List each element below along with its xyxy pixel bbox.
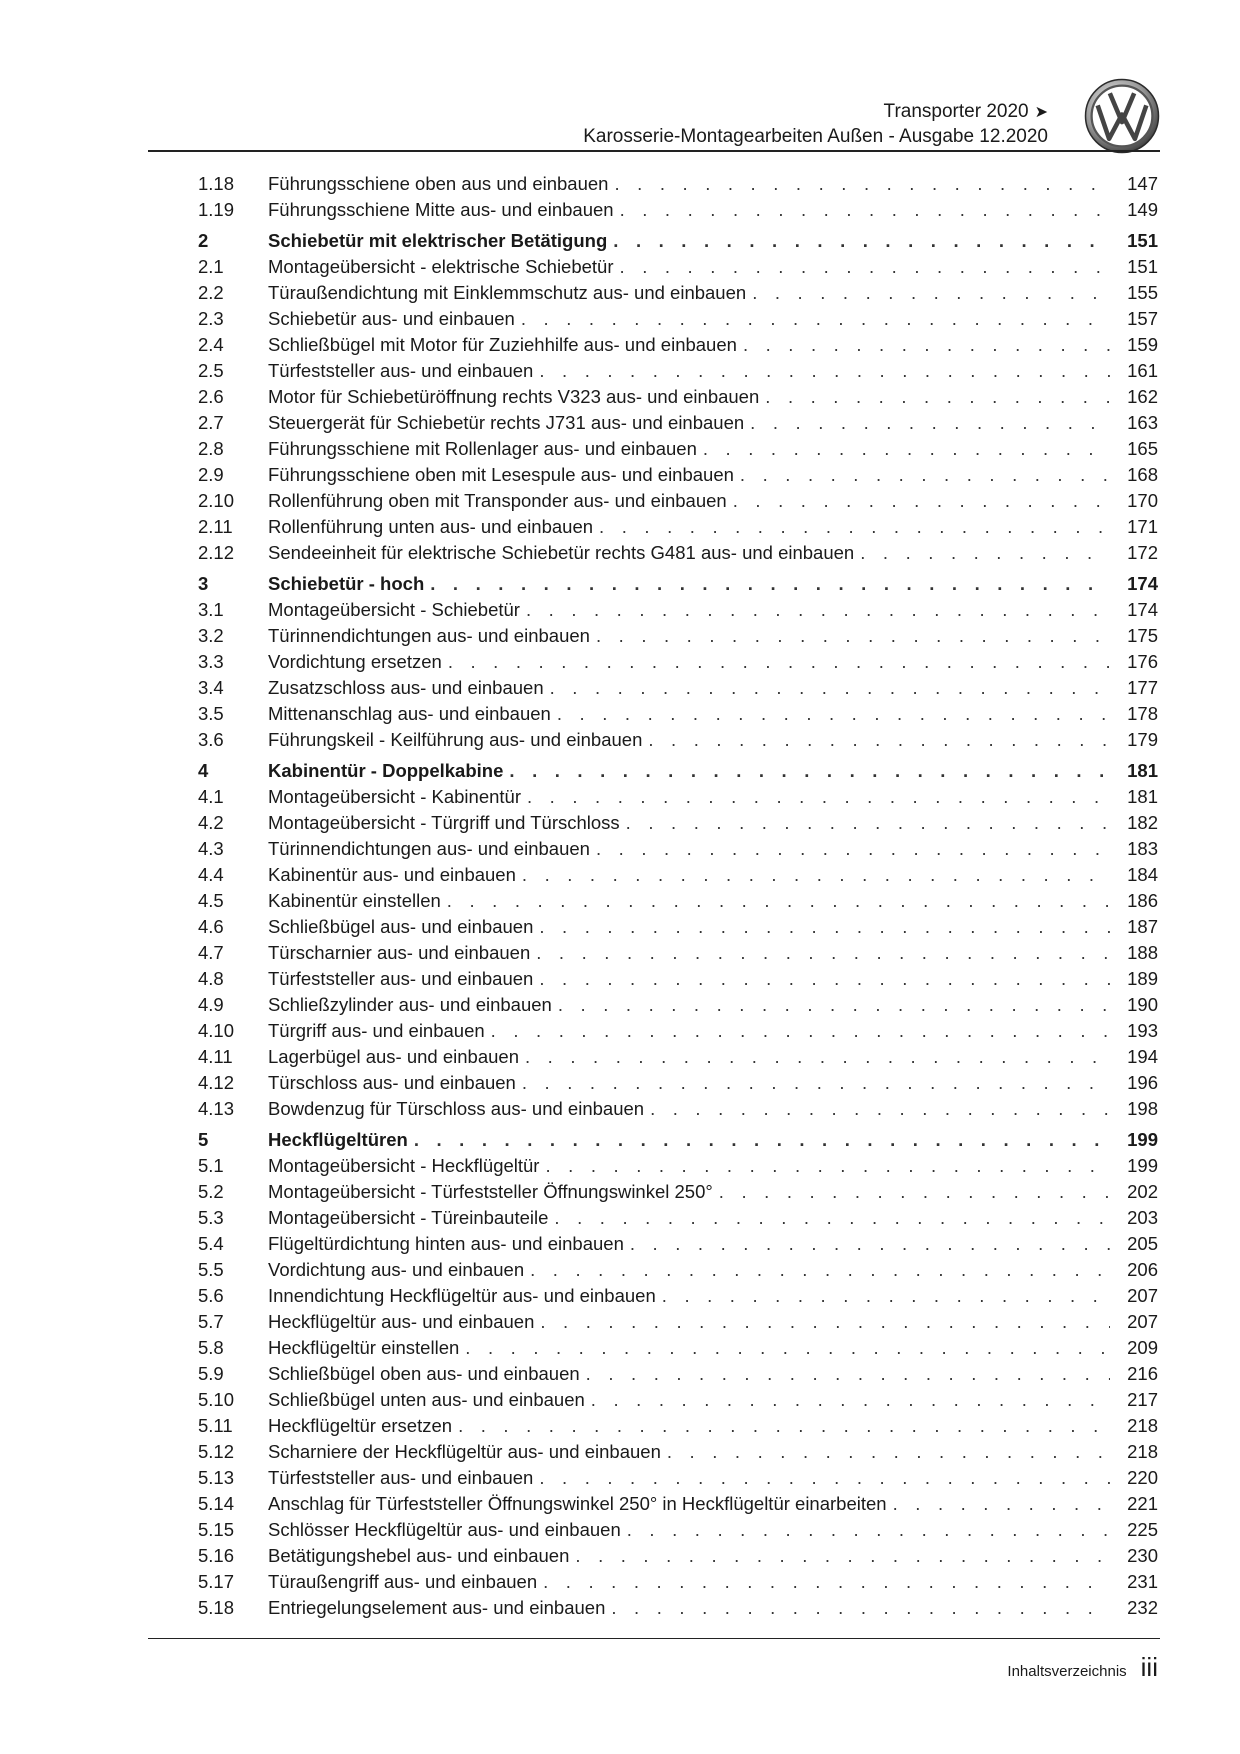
toc-entry-row[interactable] bbox=[198, 836, 1158, 862]
toc-entry-number: 2.9 bbox=[198, 464, 224, 485]
toc-entry-page: 218 bbox=[1127, 1415, 1158, 1436]
toc-entry-title: Schließbügel mit Motor für Zuziehhilfe aus- und einbauen bbox=[268, 334, 737, 355]
toc-entry-page: 194 bbox=[1127, 1046, 1158, 1067]
toc-dot-leader bbox=[620, 254, 1110, 280]
toc-dot-leader bbox=[650, 1096, 1110, 1122]
toc-entry-row[interactable] bbox=[198, 488, 1158, 514]
toc-entry-number: 1.19 bbox=[198, 199, 235, 220]
toc-entry-number: 5.8 bbox=[198, 1337, 224, 1358]
toc-entry-page: 198 bbox=[1127, 1098, 1158, 1119]
toc-entry-title: Montageübersicht - Türfeststeller Öffnungswinkel 250° bbox=[268, 1181, 713, 1202]
toc-entry-page: 174 bbox=[1127, 599, 1158, 620]
toc-entry-page: 209 bbox=[1127, 1337, 1158, 1358]
toc-entry-row[interactable] bbox=[198, 1205, 1158, 1231]
toc-entry-title: Rollenführung oben mit Transponder aus- und einbauen bbox=[268, 490, 727, 511]
vw-logo bbox=[1084, 78, 1160, 154]
toc-entry-title: Rollenführung unten aus- und einbauen bbox=[268, 516, 594, 537]
toc-dot-leader bbox=[611, 1595, 1110, 1621]
toc-entry-row[interactable] bbox=[198, 888, 1158, 914]
toc-dot-leader bbox=[543, 1569, 1110, 1595]
toc-entry-number: 3.1 bbox=[198, 599, 224, 620]
toc-entry-title: Kabinentür einstellen bbox=[268, 890, 441, 911]
toc-entry-page: 202 bbox=[1127, 1181, 1158, 1202]
table-of-contents bbox=[198, 171, 1158, 1621]
toc-entry-page: 171 bbox=[1127, 516, 1158, 537]
toc-entry-number: 3.3 bbox=[198, 651, 224, 672]
toc-entry-row[interactable] bbox=[198, 1231, 1158, 1257]
toc-entry-row[interactable] bbox=[198, 197, 1158, 223]
toc-entry-row[interactable] bbox=[198, 784, 1158, 810]
toc-entry-row[interactable] bbox=[198, 384, 1158, 410]
toc-entry-page: 199 bbox=[1127, 1155, 1158, 1176]
toc-entry-number: 2.1 bbox=[198, 256, 224, 277]
toc-dot-leader bbox=[743, 332, 1110, 358]
toc-entry-row[interactable] bbox=[198, 1517, 1158, 1543]
toc-dot-leader bbox=[596, 623, 1110, 649]
toc-entry-page: 178 bbox=[1127, 703, 1158, 724]
toc-entry-page: 196 bbox=[1127, 1072, 1158, 1093]
toc-entry-number: 5.11 bbox=[198, 1415, 233, 1436]
toc-entry-row[interactable] bbox=[198, 675, 1158, 701]
toc-entry-row[interactable] bbox=[198, 1413, 1158, 1439]
toc-entry-page: 162 bbox=[1127, 386, 1158, 407]
footer-divider bbox=[148, 1638, 1160, 1639]
toc-entry-title: Heckflügeltür aus- und einbauen bbox=[268, 1311, 535, 1332]
toc-entry-row[interactable] bbox=[198, 727, 1158, 753]
toc-dot-leader bbox=[893, 1491, 1110, 1517]
toc-entry-row[interactable] bbox=[198, 1491, 1158, 1517]
toc-entry-title: Anschlag für Türfeststeller Öffnungswinkel 250° in Heckflügeltür einarbeiten bbox=[268, 1493, 887, 1514]
toc-entry-title: Kabinentür - Doppelkabine bbox=[268, 760, 504, 781]
toc-entry-number: 5.1 bbox=[198, 1155, 224, 1176]
toc-entry-page: 149 bbox=[1127, 199, 1158, 220]
toc-entry-page: 179 bbox=[1127, 729, 1158, 750]
toc-entry-title: Schließzylinder aus- und einbauen bbox=[268, 994, 552, 1015]
toc-dot-leader bbox=[719, 1179, 1110, 1205]
toc-entry-page: 165 bbox=[1127, 438, 1158, 459]
toc-dot-leader bbox=[648, 727, 1110, 753]
toc-entry-title: Flügeltürdichtung hinten aus- und einbauen bbox=[268, 1233, 624, 1254]
toc-dot-leader bbox=[465, 1335, 1110, 1361]
toc-entry-row[interactable] bbox=[198, 1018, 1158, 1044]
toc-entry-number: 1.18 bbox=[198, 173, 235, 194]
toc-dot-leader bbox=[703, 436, 1110, 462]
toc-entry-number: 5.6 bbox=[198, 1285, 224, 1306]
toc-entry-title: Montageübersicht - elektrische Schiebetür bbox=[268, 256, 614, 277]
toc-entry-row[interactable] bbox=[198, 410, 1158, 436]
header-divider bbox=[148, 150, 1160, 152]
toc-entry-number: 2.7 bbox=[198, 412, 224, 433]
toc-entry-number: 5.18 bbox=[198, 1597, 235, 1618]
toc-entry-title: Schließbügel aus- und einbauen bbox=[268, 916, 534, 937]
toc-entry-number: 2.12 bbox=[198, 542, 235, 563]
footer-page-number: iii bbox=[1140, 1652, 1158, 1682]
toc-dot-leader bbox=[491, 1018, 1110, 1044]
toc-entry-page: 206 bbox=[1127, 1259, 1158, 1280]
toc-dot-leader bbox=[662, 1283, 1110, 1309]
toc-entry-page: 190 bbox=[1127, 994, 1158, 1015]
toc-entry-title: Türschloss aus- und einbauen bbox=[268, 1072, 516, 1093]
toc-entry-title: Bowdenzug für Türschloss aus- und einbauen bbox=[268, 1098, 645, 1119]
toc-chapter-row[interactable] bbox=[198, 571, 1158, 597]
toc-dot-leader bbox=[540, 1309, 1110, 1335]
toc-entry-page: 170 bbox=[1127, 490, 1158, 511]
toc-dot-leader bbox=[527, 784, 1110, 810]
toc-entry-row[interactable] bbox=[198, 1153, 1158, 1179]
toc-entry-row[interactable] bbox=[198, 171, 1158, 197]
toc-entry-title: Heckflügeltür einstellen bbox=[268, 1337, 460, 1358]
toc-entry-row[interactable] bbox=[198, 1283, 1158, 1309]
toc-dot-leader bbox=[530, 1257, 1110, 1283]
toc-entry-row[interactable] bbox=[198, 914, 1158, 940]
toc-entry-title: Vordichtung aus- und einbauen bbox=[268, 1259, 525, 1280]
toc-entry-row[interactable] bbox=[198, 1439, 1158, 1465]
toc-entry-row[interactable] bbox=[198, 623, 1158, 649]
footer-section-label: Inhaltsverzeichnis bbox=[1007, 1663, 1127, 1680]
toc-entry-title: Türinnendichtungen aus- und einbauen bbox=[268, 625, 590, 646]
toc-entry-title: Schließbügel unten aus- und einbauen bbox=[268, 1389, 585, 1410]
toc-entry-number: 3.5 bbox=[198, 703, 224, 724]
toc-entry-row[interactable] bbox=[198, 1569, 1158, 1595]
toc-dot-leader bbox=[522, 1070, 1110, 1096]
toc-entry-page: 151 bbox=[1127, 230, 1158, 251]
toc-entry-title: Türgriff aus- und einbauen bbox=[268, 1020, 485, 1041]
toc-dot-leader bbox=[414, 1127, 1110, 1153]
toc-entry-page: 207 bbox=[1127, 1311, 1158, 1332]
toc-entry-page: 220 bbox=[1127, 1467, 1158, 1488]
toc-entry-number: 4.3 bbox=[198, 838, 224, 859]
toc-dot-leader bbox=[860, 540, 1110, 566]
toc-entry-page: 177 bbox=[1127, 677, 1158, 698]
toc-dot-leader bbox=[596, 836, 1110, 862]
toc-entry-number: 2.5 bbox=[198, 360, 224, 381]
toc-entry-row[interactable] bbox=[198, 306, 1158, 332]
toc-entry-title: Türaußendichtung mit Einklemmschutz aus- und einbauen bbox=[268, 282, 747, 303]
toc-entry-title: Türfeststeller aus- und einbauen bbox=[268, 1467, 534, 1488]
toc-entry-row[interactable] bbox=[198, 862, 1158, 888]
toc-dot-leader bbox=[614, 171, 1110, 197]
toc-entry-page: 207 bbox=[1127, 1285, 1158, 1306]
toc-dot-leader bbox=[667, 1439, 1110, 1465]
header-title-line bbox=[583, 100, 1048, 125]
toc-entry-row[interactable] bbox=[198, 1465, 1158, 1491]
toc-dot-leader bbox=[525, 1044, 1110, 1070]
toc-entry-number: 5 bbox=[198, 1129, 209, 1150]
toc-entry-page: 147 bbox=[1127, 173, 1158, 194]
toc-entry-page: 199 bbox=[1127, 1129, 1158, 1150]
toc-entry-number: 5.17 bbox=[198, 1571, 235, 1592]
toc-entry-number: 5.14 bbox=[198, 1493, 235, 1514]
toc-entry-page: 183 bbox=[1127, 838, 1158, 859]
document-header bbox=[583, 100, 1048, 149]
toc-entry-number: 5.3 bbox=[198, 1207, 224, 1228]
toc-entry-title: Entriegelungselement aus- und einbauen bbox=[268, 1597, 606, 1618]
toc-dot-leader bbox=[620, 197, 1110, 223]
toc-entry-title: Montageübersicht - Türeinbauteile bbox=[268, 1207, 549, 1228]
toc-entry-title: Führungsschiene oben mit Lesespule aus- und einbauen bbox=[268, 464, 734, 485]
toc-entry-title: Scharniere der Heckflügeltür aus- und einbauen bbox=[268, 1441, 661, 1462]
toc-entry-row[interactable] bbox=[198, 649, 1158, 675]
toc-entry-title: Betätigungshebel aus- und einbauen bbox=[268, 1545, 570, 1566]
toc-entry-page: 176 bbox=[1127, 651, 1158, 672]
toc-entry-row[interactable] bbox=[198, 254, 1158, 280]
toc-entry-page: 161 bbox=[1127, 360, 1158, 381]
toc-entry-page: 231 bbox=[1127, 1571, 1158, 1592]
toc-entry-page: 193 bbox=[1127, 1020, 1158, 1041]
toc-entry-page: 157 bbox=[1127, 308, 1158, 329]
toc-dot-leader bbox=[627, 1517, 1110, 1543]
toc-entry-number: 2.6 bbox=[198, 386, 224, 407]
toc-entry-number: 5.13 bbox=[198, 1467, 235, 1488]
toc-entry-number: 4.10 bbox=[198, 1020, 235, 1041]
toc-entry-title: Montageübersicht - Heckflügeltür bbox=[268, 1155, 540, 1176]
toc-entry-title: Führungskeil - Keilführung aus- und einbauen bbox=[268, 729, 643, 750]
toc-entry-page: 218 bbox=[1127, 1441, 1158, 1462]
toc-dot-leader bbox=[630, 1231, 1110, 1257]
toc-entry-page: 159 bbox=[1127, 334, 1158, 355]
toc-entry-title: Schlösser Heckflügeltür aus- und einbauen bbox=[268, 1519, 621, 1540]
toc-entry-title: Kabinentür aus- und einbauen bbox=[268, 864, 516, 885]
toc-entry-row[interactable] bbox=[198, 1179, 1158, 1205]
toc-entry-title: Türaußengriff aus- und einbauen bbox=[268, 1571, 538, 1592]
toc-entry-title: Führungsschiene mit Rollenlager aus- und einbauen bbox=[268, 438, 697, 459]
toc-entry-number: 4.4 bbox=[198, 864, 224, 885]
toc-entry-page: 155 bbox=[1127, 282, 1158, 303]
toc-entry-title: Heckflügeltüren bbox=[268, 1129, 408, 1150]
toc-entry-row[interactable] bbox=[198, 1309, 1158, 1335]
toc-entry-row[interactable] bbox=[198, 280, 1158, 306]
toc-entry-number: 2.10 bbox=[198, 490, 235, 511]
toc-chapter-row[interactable] bbox=[198, 758, 1158, 784]
toc-entry-page: 186 bbox=[1127, 890, 1158, 911]
toc-entry-number: 5.4 bbox=[198, 1233, 224, 1254]
toc-entry-row[interactable] bbox=[198, 810, 1158, 836]
toc-entry-page: 225 bbox=[1127, 1519, 1158, 1540]
toc-entry-row[interactable] bbox=[198, 1096, 1158, 1122]
toc-dot-leader bbox=[539, 914, 1110, 940]
toc-entry-page: 163 bbox=[1127, 412, 1158, 433]
toc-entry-page: 189 bbox=[1127, 968, 1158, 989]
toc-entry-title: Motor für Schiebetüröffnung rechts V323 aus- und einbauen bbox=[268, 386, 760, 407]
document-footer bbox=[1007, 1652, 1158, 1683]
toc-entry-row[interactable] bbox=[198, 1361, 1158, 1387]
header-subtitle: Karosserie-Montagearbeiten Außen - Ausgabe 12.2020 bbox=[583, 126, 1048, 147]
toc-entry-row[interactable] bbox=[198, 1070, 1158, 1096]
toc-dot-leader bbox=[539, 358, 1110, 384]
toc-entry-row[interactable] bbox=[198, 597, 1158, 623]
toc-dot-leader bbox=[752, 280, 1110, 306]
toc-dot-leader bbox=[448, 649, 1110, 675]
toc-entry-number: 4.8 bbox=[198, 968, 224, 989]
toc-entry-row[interactable] bbox=[198, 1595, 1158, 1621]
toc-dot-leader bbox=[550, 675, 1110, 701]
toc-entry-title: Türinnendichtungen aus- und einbauen bbox=[268, 838, 590, 859]
toc-entry-row[interactable] bbox=[198, 992, 1158, 1018]
toc-entry-title: Sendeeinheit für elektrische Schiebetür rechts G481 aus- und einbauen bbox=[268, 542, 855, 563]
toc-entry-title: Schiebetür aus- und einbauen bbox=[268, 308, 515, 329]
toc-dot-leader bbox=[557, 701, 1110, 727]
toc-dot-leader bbox=[733, 488, 1110, 514]
toc-dot-leader bbox=[539, 966, 1110, 992]
toc-dot-leader bbox=[526, 597, 1110, 623]
toc-dot-leader bbox=[522, 862, 1110, 888]
toc-dot-leader bbox=[447, 888, 1110, 914]
toc-entry-number: 3.4 bbox=[198, 677, 224, 698]
toc-entry-number: 4.9 bbox=[198, 994, 224, 1015]
toc-dot-leader bbox=[536, 940, 1110, 966]
toc-dot-leader bbox=[599, 514, 1110, 540]
toc-entry-page: 221 bbox=[1127, 1493, 1158, 1514]
toc-dot-leader bbox=[430, 571, 1110, 597]
toc-dot-leader bbox=[586, 1361, 1110, 1387]
toc-dot-leader bbox=[539, 1465, 1110, 1491]
toc-entry-row[interactable] bbox=[198, 1387, 1158, 1413]
toc-entry-page: 188 bbox=[1127, 942, 1158, 963]
toc-entry-page: 182 bbox=[1127, 812, 1158, 833]
toc-entry-number: 5.7 bbox=[198, 1311, 224, 1332]
toc-entry-row[interactable] bbox=[198, 1044, 1158, 1070]
toc-entry-title: Schiebetür - hoch bbox=[268, 573, 425, 594]
toc-entry-number: 2.8 bbox=[198, 438, 224, 459]
toc-entry-number: 4.1 bbox=[198, 786, 224, 807]
toc-entry-row[interactable] bbox=[198, 1543, 1158, 1569]
toc-entry-number: 5.16 bbox=[198, 1545, 235, 1566]
toc-entry-title: Innendichtung Heckflügeltür aus- und einbauen bbox=[268, 1285, 656, 1306]
toc-entry-title: Montageübersicht - Türgriff und Türschloss bbox=[268, 812, 620, 833]
toc-entry-number: 5.15 bbox=[198, 1519, 235, 1540]
toc-entry-row[interactable] bbox=[198, 540, 1158, 566]
toc-entry-page: 168 bbox=[1127, 464, 1158, 485]
toc-entry-number: 4.13 bbox=[198, 1098, 235, 1119]
toc-dot-leader bbox=[575, 1543, 1110, 1569]
toc-entry-page: 151 bbox=[1127, 256, 1158, 277]
toc-dot-leader bbox=[613, 228, 1110, 254]
toc-entry-number: 4.2 bbox=[198, 812, 224, 833]
toc-entry-title: Schließbügel oben aus- und einbauen bbox=[268, 1363, 580, 1384]
toc-entry-number: 5.12 bbox=[198, 1441, 235, 1462]
toc-entry-page: 181 bbox=[1127, 760, 1158, 781]
toc-entry-page: 216 bbox=[1127, 1363, 1158, 1384]
toc-dot-leader bbox=[591, 1387, 1110, 1413]
toc-entry-row[interactable] bbox=[198, 358, 1158, 384]
toc-chapter-row[interactable] bbox=[198, 1127, 1158, 1153]
toc-entry-number: 3 bbox=[198, 573, 209, 594]
toc-entry-page: 203 bbox=[1127, 1207, 1158, 1228]
toc-entry-number: 4.5 bbox=[198, 890, 224, 911]
toc-entry-number: 4.6 bbox=[198, 916, 224, 937]
toc-entry-row[interactable] bbox=[198, 1257, 1158, 1283]
header-model: Transporter 2020 bbox=[883, 101, 1029, 122]
toc-entry-page: 217 bbox=[1127, 1389, 1158, 1410]
toc-dot-leader bbox=[765, 384, 1110, 410]
toc-entry-number: 5.2 bbox=[198, 1181, 224, 1202]
toc-entry-title: Führungsschiene Mitte aus- und einbauen bbox=[268, 199, 614, 220]
toc-entry-row[interactable] bbox=[198, 462, 1158, 488]
toc-entry-title: Steuergerät für Schiebetür rechts J731 aus- und einbauen bbox=[268, 412, 745, 433]
toc-entry-number: 5.9 bbox=[198, 1363, 224, 1384]
toc-entry-row[interactable] bbox=[198, 332, 1158, 358]
toc-dot-leader bbox=[750, 410, 1110, 436]
toc-entry-page: 205 bbox=[1127, 1233, 1158, 1254]
toc-entry-title: Türfeststeller aus- und einbauen bbox=[268, 968, 534, 989]
toc-entry-row[interactable] bbox=[198, 940, 1158, 966]
toc-entry-page: 232 bbox=[1127, 1597, 1158, 1618]
toc-dot-leader bbox=[509, 758, 1110, 784]
toc-entry-page: 187 bbox=[1127, 916, 1158, 937]
toc-dot-leader bbox=[554, 1205, 1110, 1231]
toc-entry-number: 5.5 bbox=[198, 1259, 224, 1280]
toc-entry-number: 2.4 bbox=[198, 334, 224, 355]
toc-entry-title: Türfeststeller aus- und einbauen bbox=[268, 360, 534, 381]
toc-dot-leader bbox=[521, 306, 1110, 332]
toc-entry-row[interactable] bbox=[198, 701, 1158, 727]
toc-entry-row[interactable] bbox=[198, 436, 1158, 462]
toc-entry-number: 4.11 bbox=[198, 1046, 233, 1067]
toc-entry-row[interactable] bbox=[198, 514, 1158, 540]
toc-entry-number: 4 bbox=[198, 760, 209, 781]
toc-entry-number: 5.10 bbox=[198, 1389, 235, 1410]
toc-dot-leader bbox=[740, 462, 1110, 488]
toc-entry-number: 3.2 bbox=[198, 625, 224, 646]
toc-entry-row[interactable] bbox=[198, 966, 1158, 992]
arrow-right-icon: ➤ bbox=[1034, 104, 1048, 121]
toc-entry-number: 2.3 bbox=[198, 308, 224, 329]
toc-entry-title: Montageübersicht - Schiebetür bbox=[268, 599, 520, 620]
toc-dot-leader bbox=[545, 1153, 1110, 1179]
toc-dot-leader bbox=[458, 1413, 1110, 1439]
toc-entry-page: 184 bbox=[1127, 864, 1158, 885]
toc-entry-page: 175 bbox=[1127, 625, 1158, 646]
toc-entry-title: Heckflügeltür ersetzen bbox=[268, 1415, 453, 1436]
toc-entry-number: 2 bbox=[198, 230, 209, 251]
toc-dot-leader bbox=[626, 810, 1110, 836]
toc-entry-title: Schiebetür mit elektrischer Betätigung bbox=[268, 230, 608, 251]
toc-entry-number: 3.6 bbox=[198, 729, 224, 750]
toc-entry-title: Lagerbügel aus- und einbauen bbox=[268, 1046, 519, 1067]
toc-entry-title: Vordichtung ersetzen bbox=[268, 651, 442, 672]
toc-dot-leader bbox=[558, 992, 1110, 1018]
toc-chapter-row[interactable] bbox=[198, 228, 1158, 254]
toc-entry-title: Führungsschiene oben aus und einbauen bbox=[268, 173, 609, 194]
toc-entry-number: 2.11 bbox=[198, 516, 233, 537]
toc-entry-number: 4.12 bbox=[198, 1072, 235, 1093]
toc-entry-number: 4.7 bbox=[198, 942, 224, 963]
toc-entry-title: Zusatzschloss aus- und einbauen bbox=[268, 677, 544, 698]
toc-entry-title: Mittenanschlag aus- und einbauen bbox=[268, 703, 551, 724]
toc-entry-row[interactable] bbox=[198, 1335, 1158, 1361]
toc-entry-page: 181 bbox=[1127, 786, 1158, 807]
toc-entry-page: 230 bbox=[1127, 1545, 1158, 1566]
toc-entry-page: 172 bbox=[1127, 542, 1158, 563]
toc-entry-page: 174 bbox=[1127, 573, 1158, 594]
toc-entry-title: Montageübersicht - Kabinentür bbox=[268, 786, 521, 807]
toc-entry-number: 2.2 bbox=[198, 282, 224, 303]
toc-entry-title: Türscharnier aus- und einbauen bbox=[268, 942, 531, 963]
